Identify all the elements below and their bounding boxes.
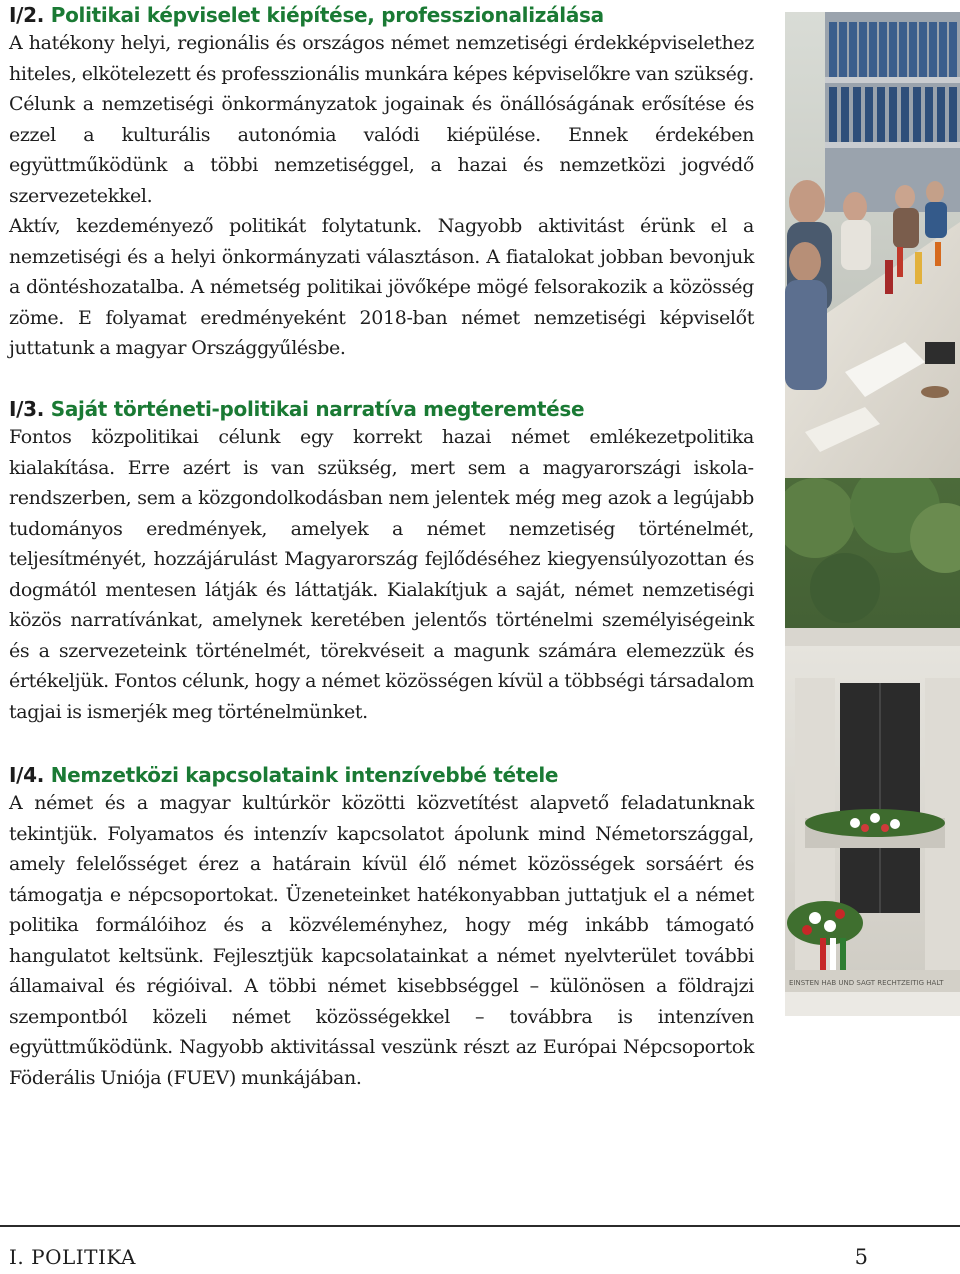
footer-chapter: I. POLITIKA	[9, 1245, 136, 1269]
memorial-photo	[785, 478, 960, 1016]
paragraph: Aktív, kezdeményező politikát folytatunk. Nagyobb aktivitást érünk el a nemzetiségi és a helyi önkormányzati választáson. A fiatalokat jobban bevonjuk a döntéshozatalba. A németség politikai jövőképe mögé felsorakozik a közösség zöme. E folyamat eredményeként 2018-ban német nemzetiségi képviselőt juttatunk a magyar Országgyűlésbe.	[9, 215, 754, 359]
memorial-inscription: EINSTEN HAB UND SAGT RECHTZEITIG HALT	[789, 979, 944, 987]
section-title: Politikai képviselet kiépítése, professzionalizálása	[50, 3, 604, 27]
section-historical-narrative	[9, 396, 754, 727]
section-number: I/3.	[9, 397, 45, 421]
section-heading	[9, 396, 754, 422]
paragraph: Fontos közpolitikai célunk egy korrekt hazai német emlékezetpolitika kialakítása. Erre azért is van szükség, mert sem a magyarországi iskolarendszerben, sem a közgondolkodásban nem jelentek még meg azok a legújabb tudományos eredmények, amelyek a német nemzetiség történelmét, teljesítményét, hozzájárulást Magyarország fejlődéséhez kiegyensúlyozottan és dogmától mentesen látják és láttatják. Kialakítjuk a saját, német nemzetiségi közös narratívánkat, amelynek keretében jelentős történelmi személyiségeink és a szervezeteink történelmét, törekvéseit a magunk számára elemezzük és értékeljük. Fontos célunk, hogy a német közösségen kívül a többségi társadalom tagjai is ismerjék meg történelmünket.	[9, 426, 754, 723]
page-number: 5	[854, 1245, 868, 1269]
paragraph: A német és a magyar kultúrkör közötti közvetítést alapvető feladatunknak tekintjük. Folyamatos és intenzív kapcsolatot ápolunk mind Németországgal, amely felelősséget érez a határain kívül élő német közösségek sorsáért és támogatja e népcsoportokat. Üzeneteinket hatékonyabban juttatjuk el a német politika formálóihoz és a közvéleményhez, hogy még inkább támogató hangulatot keltsünk. Fejlesztjük kapcsolatainkat a német nyelvterület további államaival és régióival. A többi német kisebbséggel – különösen a földrajzi szempontból közeli német közösségekkel – továbbra is intenzíven együttműködünk. Nagyobb aktivitással veszünk részt az Európai Népcsoportok Föderális Uniója (FUEV) munkájában.	[9, 792, 754, 1089]
section-title: Nemzetközi kapcsolataink intenzívebbé tétele	[50, 763, 559, 787]
section-international-relations	[9, 762, 754, 1093]
meeting-photo	[785, 12, 960, 478]
section-heading	[9, 762, 754, 788]
section-political-representation	[9, 2, 754, 364]
paragraph: A hatékony helyi, regionális és országos német nemzetiségi érdekképviselethez hiteles, elkötelezett és professzionális munkára képes képviselőkre van szükség. Célunk a nemzetiségi önkormányzatok jogainak és önállóságának erősítése és ezzel a kulturális autonómia valódi kiépülése. Ennek érdekében együttműködünk a többi nemzetiséggel, a hazai és nemzetközi jogvédő szervezetekkel.	[9, 32, 754, 207]
section-number: I/4.	[9, 763, 45, 787]
section-title: Saját történeti-politikai narratíva megteremtése	[50, 397, 585, 421]
section-number: I/2.	[9, 3, 45, 27]
footer-rule	[0, 1225, 960, 1227]
section-heading	[9, 2, 754, 28]
